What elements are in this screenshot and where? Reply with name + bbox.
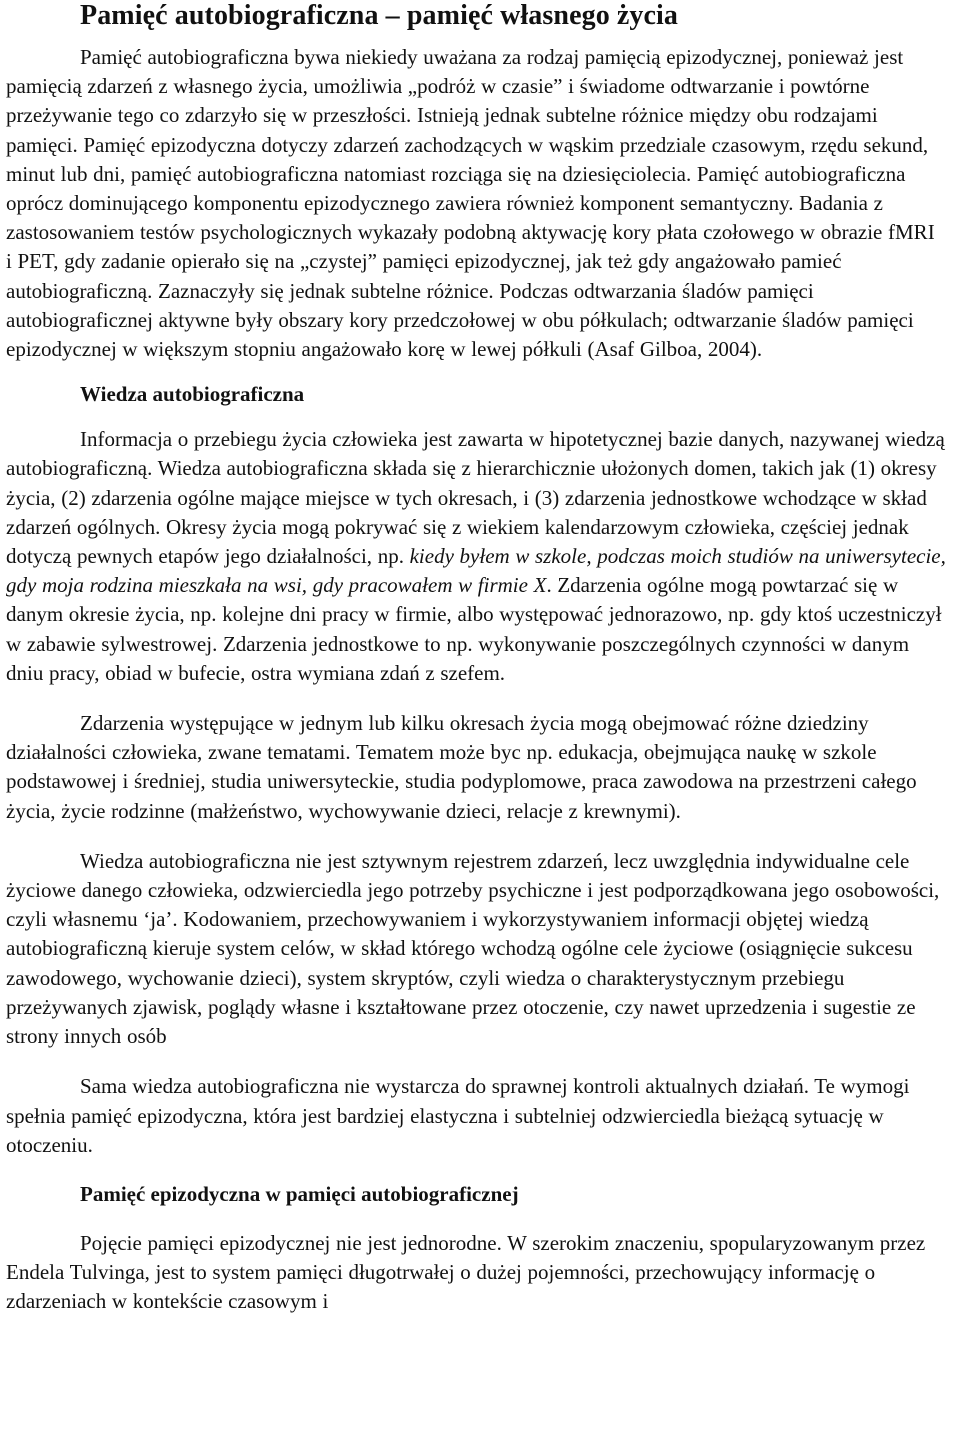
document-title: Pamięć autobiograficzna – pamięć własnego życia	[80, 0, 679, 31]
paragraph-control: Sama wiedza autobiograficzna nie wystarcza do sprawnej kontroli aktualnych działań. Te wymogi spełnia pamięć epizodyczna, która jest bardziej elastyczna i subtelniej odzwierciedla bieżącą sytuację w otoczeniu.	[6, 1074, 910, 1157]
spacer	[6, 1209, 946, 1229]
paragraph-wiedza-domains	[6, 425, 946, 688]
spacer	[6, 364, 946, 380]
spacer	[6, 688, 946, 709]
spacer	[6, 31, 946, 43]
intro-paragraph: Pamięć autobiograficzna bywa niekiedy uważana za rodzaj pamięcią epizodycznej, ponieważ jest pamięcią zdarzeń z własnego życia, umożliwia „podróż w czasie” i świadome odtwarzanie i powtórne przeżywanie tego co zdarzyło się w przeszłości. Istnieją jednak subtelne różnice między obu rodzajami pamięci. Pamięć epizodyczna dotyczy zdarzeń zachodzących w wąskim przedziale czasowym, rzędu sekund, minut lub dni, pamięć autobiograficzna natomiast rozciąga się na dziesięciolecia. Pamięć autobiograficzna oprócz dominującego komponentu epizodycznego zawiera również komponent semantyczny. Badania z zastosowaniem testów psychologicznych wykazały podobną aktywację kory płata czołowego w obrazie fMRI i PET, gdy zadanie opierało się na „czystej” pamięci epizodycznej, jak też gdy angażowało pamieć autobiograficzną. Zaznaczyły się jednak subtelne różnice. Podczas odtwarzania śladów pamięci autobiograficznej aktywne były obszary kory przedczołowej w obu półkulach; odtwarzanie śladów pamięci epizodycznej w większym stopniu angażowało korę w lewej półkuli (Asaf Gilboa, 2004).	[6, 45, 935, 362]
section-heading-wiedza: Wiedza autobiograficzna	[80, 382, 305, 407]
paragraph-text: . Zdarzenia ogólne mogą powtarzać się w danym okresie życia, np. kolejne dni pracy w firmie, albo występować jednorazowo, np. gdy ktoś uczestniczył w zabawie sylwestrowej. Zdarzenia jednostkowe to np. wykonywanie poszczególnych czynności w danym dniu pracy, obiad w bufecie, ostra wymiana zdań z szefem.	[6, 573, 942, 685]
paragraph-goals: Wiedza autobiograficzna nie jest sztywnym rejestrem zdarzeń, lecz uwzględnia indywidualne cele życiowe danego człowieka, odzwierciedla jego potrzeby psychiczne i jest podporządkowana jego osobowości, czyli własnemu ‘ja’. Kodowaniem, przechowywaniem i wykorzystywaniem informacji objętej wiedzą autobiograficzną kieruje system celów, w skład którego wchodzą ogólne cele życiowe (osiągnięcie sukcesu zawodowego, wychowanie dzieci), system skryptów, czyli wiedza o charakterystycznym przebiegu przeżywanych zjawisk, poglądy własne i kształtowane przez otoczenie, czy nawet uprzedzenia i sugestie ze strony innych osób	[6, 848, 940, 1049]
spacer	[6, 1051, 946, 1072]
section-heading-epizodyczna: Pamięć epizodyczna w pamięci autobiograficznej	[80, 1181, 519, 1206]
spacer	[6, 409, 946, 425]
spacer	[6, 826, 946, 847]
paragraph-episodic: Pojęcie pamięci epizodycznej nie jest jednorodne. W szerokim znaczeniu, spopularyzowanym przez Endela Tulvinga, jest to system pamięci długotrwałej o dużej pojemności, przechowujący informację o zdarzeniach w kontekście czasowym i	[6, 1230, 926, 1314]
spacer	[6, 1160, 946, 1180]
italic-examples: kiedy byłem w szkole, podczas moich studiów na uniwersytecie, gdy moja rodzina mieszkała na wsi, gdy pracowałem w firmie X	[6, 544, 946, 598]
paragraph-themes: Zdarzenia występujące w jednym lub kilku okresach życia mogą obejmować różne dziedziny działalności człowieka, zwane tematami. Tematem może byc np. edukacja, obejmująca naukę w szkole podstawowej i średniej, studia uniwersyteckie, studia podyplomowe, praca zawodowa na przestrzeni całego życia, życie rodzinne (małżeństwo, wychowywanie dzieci, relacje z krewnymi).	[6, 711, 917, 823]
paragraph-text: Informacja o przebiegu życia człowieka jest zawarta w hipotetycznej bazie danych, nazywanej wiedzą autobiograficzną. Wiedza autobiograficzna składa się z hierarchicznie ułożonych domen, takich jak (1) okresy życia, (2) zdarzenia ogólne mające miejsce w tych okresach, i (3) zdarzenia jednostkowe wchodzące w skład zdarzeń ogólnych. Okresy życia mogą pokrywać się z wiekiem kalendarzowym człowieka, częściej jednak dotyczą pewnych etapów jego działalności, np.	[6, 427, 945, 569]
